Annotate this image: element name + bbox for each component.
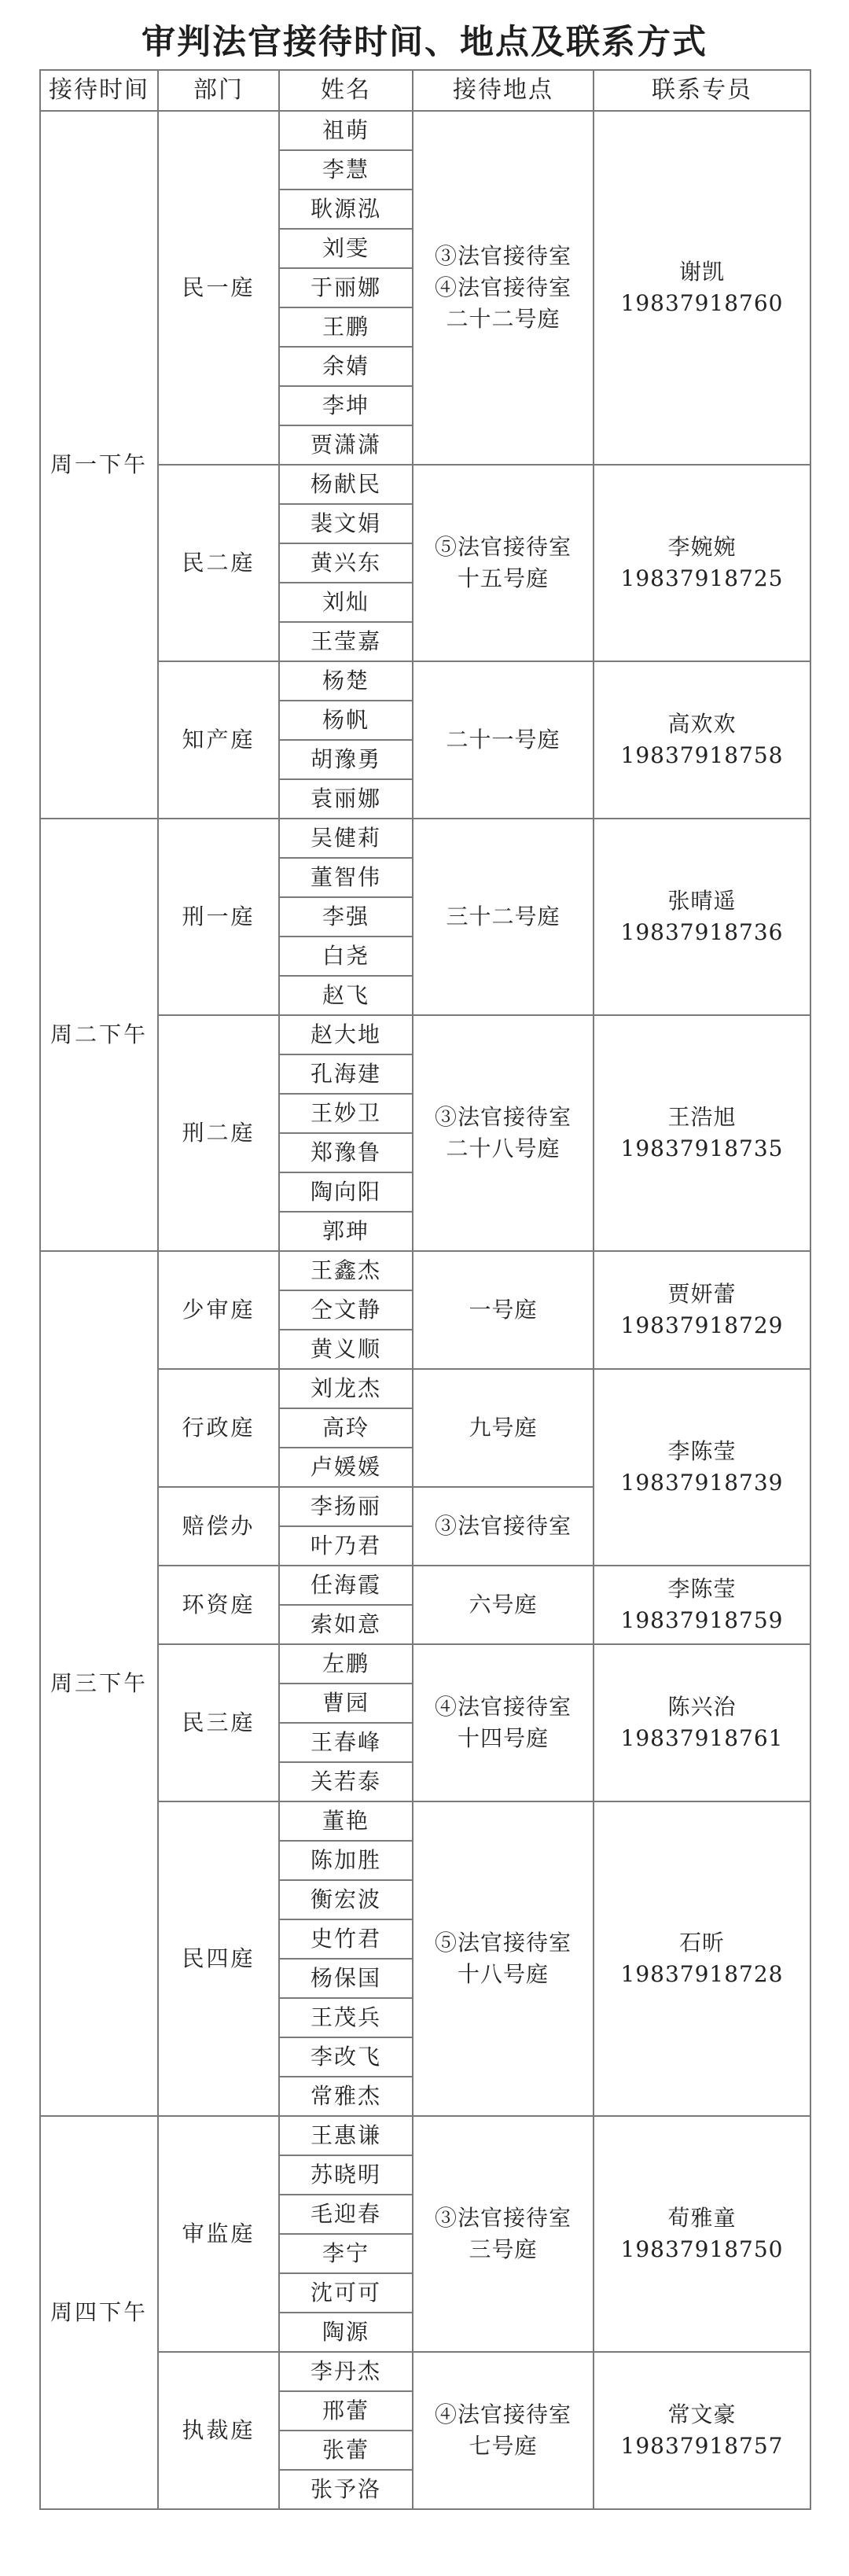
name-cell: 黄义顺 [279,1330,413,1369]
contact-name: 常文豪 [667,2401,737,2427]
contact-name: 陈兴治 [667,1694,737,1720]
dept-cell: 执裁庭 [158,2352,279,2509]
name-cell: 李慧 [279,150,413,190]
header-dept: 部门 [158,70,279,111]
location-cell [413,819,594,1015]
dept-cell: 环资庭 [158,1566,279,1644]
contact-name: 王浩旭 [667,1104,737,1130]
contact-phone: 19837918750 [620,2236,784,2262]
location-line: ③法官接待室 [434,1104,572,1130]
name-cell: 李扬丽 [279,1487,413,1526]
name-cell: 耿源泓 [279,190,413,229]
time-cell: 周一下午 [40,111,158,819]
name-cell: 王鑫杰 [279,1251,413,1290]
time-cell: 周三下午 [40,1251,158,2116]
contact-cell [594,1801,810,2116]
dept-cell: 民二庭 [158,465,279,661]
location-line: 三十二号庭 [446,903,560,929]
dept-cell: 民四庭 [158,1801,279,2116]
dept-cell: 民三庭 [158,1644,279,1801]
name-cell: 叶乃君 [279,1526,413,1566]
location-line: 十五号庭 [457,565,549,591]
name-cell: 杨楚 [279,661,413,701]
name-cell: 索如意 [279,1605,413,1644]
name-cell: 卢媛媛 [279,1448,413,1487]
location-cell [413,661,594,819]
table-row [40,111,810,150]
name-cell: 张予洛 [279,2470,413,2509]
location-line: 九号庭 [469,1415,538,1441]
name-cell: 董艳 [279,1801,413,1841]
contact-phone: 19837918760 [620,290,784,316]
name-cell: 邢蕾 [279,2391,413,2431]
contact-phone: 19837918758 [620,742,784,768]
name-cell: 白尧 [279,937,413,976]
name-cell: 李丹杰 [279,2352,413,2391]
page-title: 审判法官接待时间、地点及联系方式 [142,23,708,62]
name-cell: 曹园 [279,1684,413,1723]
contact-name: 张晴遥 [667,888,737,914]
contact-name: 李婉婉 [667,534,737,560]
name-cell: 刘龙杰 [279,1369,413,1408]
location-line: 十八号庭 [457,1961,549,1987]
name-cell: 赵飞 [279,976,413,1015]
contact-name: 石昕 [678,1930,725,1956]
dept-cell: 审监庭 [158,2116,279,2352]
name-cell: 沈可可 [279,2273,413,2313]
location-cell [413,1801,594,2116]
name-cell: 胡豫勇 [279,740,413,779]
contact-name: 李陈莹 [667,1438,737,1464]
location-cell [413,111,594,465]
name-cell: 李改飞 [279,2037,413,2077]
contact-phone: 19837918739 [620,1470,784,1496]
location-cell [413,1487,594,1566]
name-cell: 袁丽娜 [279,779,413,819]
name-cell: 李强 [279,897,413,937]
contact-phone: 19837918725 [620,565,784,591]
contact-phone: 19837918736 [620,919,784,945]
name-cell: 王莹嘉 [279,622,413,661]
contact-cell [594,2116,810,2352]
header-name: 姓名 [279,70,413,111]
contact-cell [594,1251,810,1369]
name-cell: 王鹏 [279,307,413,347]
location-cell [413,1369,594,1487]
name-cell: 李坤 [279,386,413,425]
name-cell: 王惠谦 [279,2116,413,2155]
contact-name: 李陈莹 [667,1576,737,1602]
location-line: ⑤法官接待室 [434,534,572,560]
location-line: 二十二号庭 [446,306,560,332]
name-cell: 王茂兵 [279,1998,413,2037]
name-cell: 吴健莉 [279,819,413,858]
name-cell: 赵大地 [279,1015,413,1054]
name-cell: 张蕾 [279,2431,413,2470]
contact-phone: 19837918759 [620,1607,784,1633]
contact-name: 高欢欢 [667,711,737,737]
name-cell: 常雅杰 [279,2077,413,2116]
name-cell: 杨献民 [279,465,413,504]
name-cell: 刘灿 [279,583,413,622]
name-cell: 黄兴东 [279,543,413,583]
time-cell: 周四下午 [40,2116,158,2509]
contact-phone: 19837918735 [620,1135,784,1161]
location-line: 七号庭 [469,2433,538,2459]
name-cell: 陶源 [279,2313,413,2352]
header-row [40,70,810,111]
location-line: 六号庭 [469,1592,538,1617]
location-line: ③法官接待室 [434,2205,572,2231]
contact-cell [594,1644,810,1801]
location-line: 三号庭 [469,2236,538,2262]
time-cell: 周二下午 [40,819,158,1251]
name-cell: 孔海建 [279,1054,413,1094]
location-line: ③法官接待室 [434,243,572,269]
dept-cell: 赔偿办 [158,1487,279,1566]
location-cell [413,2116,594,2352]
contact-cell [594,1369,810,1566]
contact-phone: 19837918757 [620,2433,784,2459]
name-cell: 杨帆 [279,701,413,740]
header-location: 接待地点 [413,70,594,111]
name-cell: 仝文静 [279,1290,413,1330]
contact-phone: 19837918728 [620,1961,784,1987]
name-cell: 裴文娟 [279,504,413,543]
name-cell: 衡宏波 [279,1880,413,1919]
dept-cell: 少审庭 [158,1251,279,1369]
location-line: ④法官接待室 [434,1694,572,1720]
contact-cell [594,819,810,1015]
name-cell: 史竹君 [279,1919,413,1959]
dept-cell: 知产庭 [158,661,279,819]
table-row [40,2116,810,2155]
name-cell: 祖萌 [279,111,413,150]
name-cell: 毛迎春 [279,2195,413,2234]
dept-cell: 行政庭 [158,1369,279,1487]
location-cell [413,1015,594,1251]
location-line: ④法官接待室 [434,274,572,300]
table-row [40,819,810,858]
contact-cell [594,2352,810,2509]
dept-cell: 民一庭 [158,111,279,465]
contact-cell [594,1566,810,1644]
header-contact: 联系专员 [594,70,810,111]
location-cell [413,1644,594,1801]
location-cell [413,1251,594,1369]
dept-cell: 刑二庭 [158,1015,279,1251]
name-cell: 苏晓明 [279,2155,413,2195]
contact-name: 贾妍蕾 [667,1281,737,1307]
location-cell [413,1566,594,1644]
location-line: 十四号庭 [457,1725,549,1751]
name-cell: 郭珅 [279,1212,413,1251]
location-line: 一号庭 [469,1297,538,1323]
name-cell: 贾潇潇 [279,425,413,465]
table-body [40,111,810,2509]
location-line: ④法官接待室 [434,2401,572,2427]
name-cell: 陶向阳 [279,1172,413,1212]
name-cell: 关若泰 [279,1762,413,1801]
name-cell: 刘雯 [279,229,413,268]
table-row [40,1251,810,1290]
reception-schedule-table [39,69,811,2510]
location-line: ⑤法官接待室 [434,1930,572,1956]
name-cell: 董智伟 [279,858,413,897]
location-line: ③法官接待室 [434,1513,572,1539]
name-cell: 于丽娜 [279,268,413,307]
name-cell: 王春峰 [279,1723,413,1762]
name-cell: 陈加胜 [279,1841,413,1880]
contact-cell [594,661,810,819]
name-cell: 杨保国 [279,1959,413,1998]
name-cell: 王妙卫 [279,1094,413,1133]
location-line: 二十八号庭 [446,1135,560,1161]
name-cell: 任海霞 [279,1566,413,1605]
name-cell: 左鹏 [279,1644,413,1684]
location-cell [413,465,594,661]
contact-name: 谢凯 [678,259,725,285]
contact-cell [594,111,810,465]
contact-cell [594,465,810,661]
contact-name: 荀雅童 [667,2205,737,2231]
name-cell: 高玲 [279,1408,413,1448]
contact-phone: 19837918761 [620,1725,784,1751]
contact-phone: 19837918729 [620,1312,784,1338]
header-time: 接待时间 [40,70,158,111]
name-cell: 李宁 [279,2234,413,2273]
location-cell [413,2352,594,2509]
name-cell: 余婧 [279,347,413,386]
name-cell: 郑豫鲁 [279,1133,413,1172]
location-line: 二十一号庭 [446,727,560,753]
contact-cell [594,1015,810,1251]
dept-cell: 刑一庭 [158,819,279,1015]
